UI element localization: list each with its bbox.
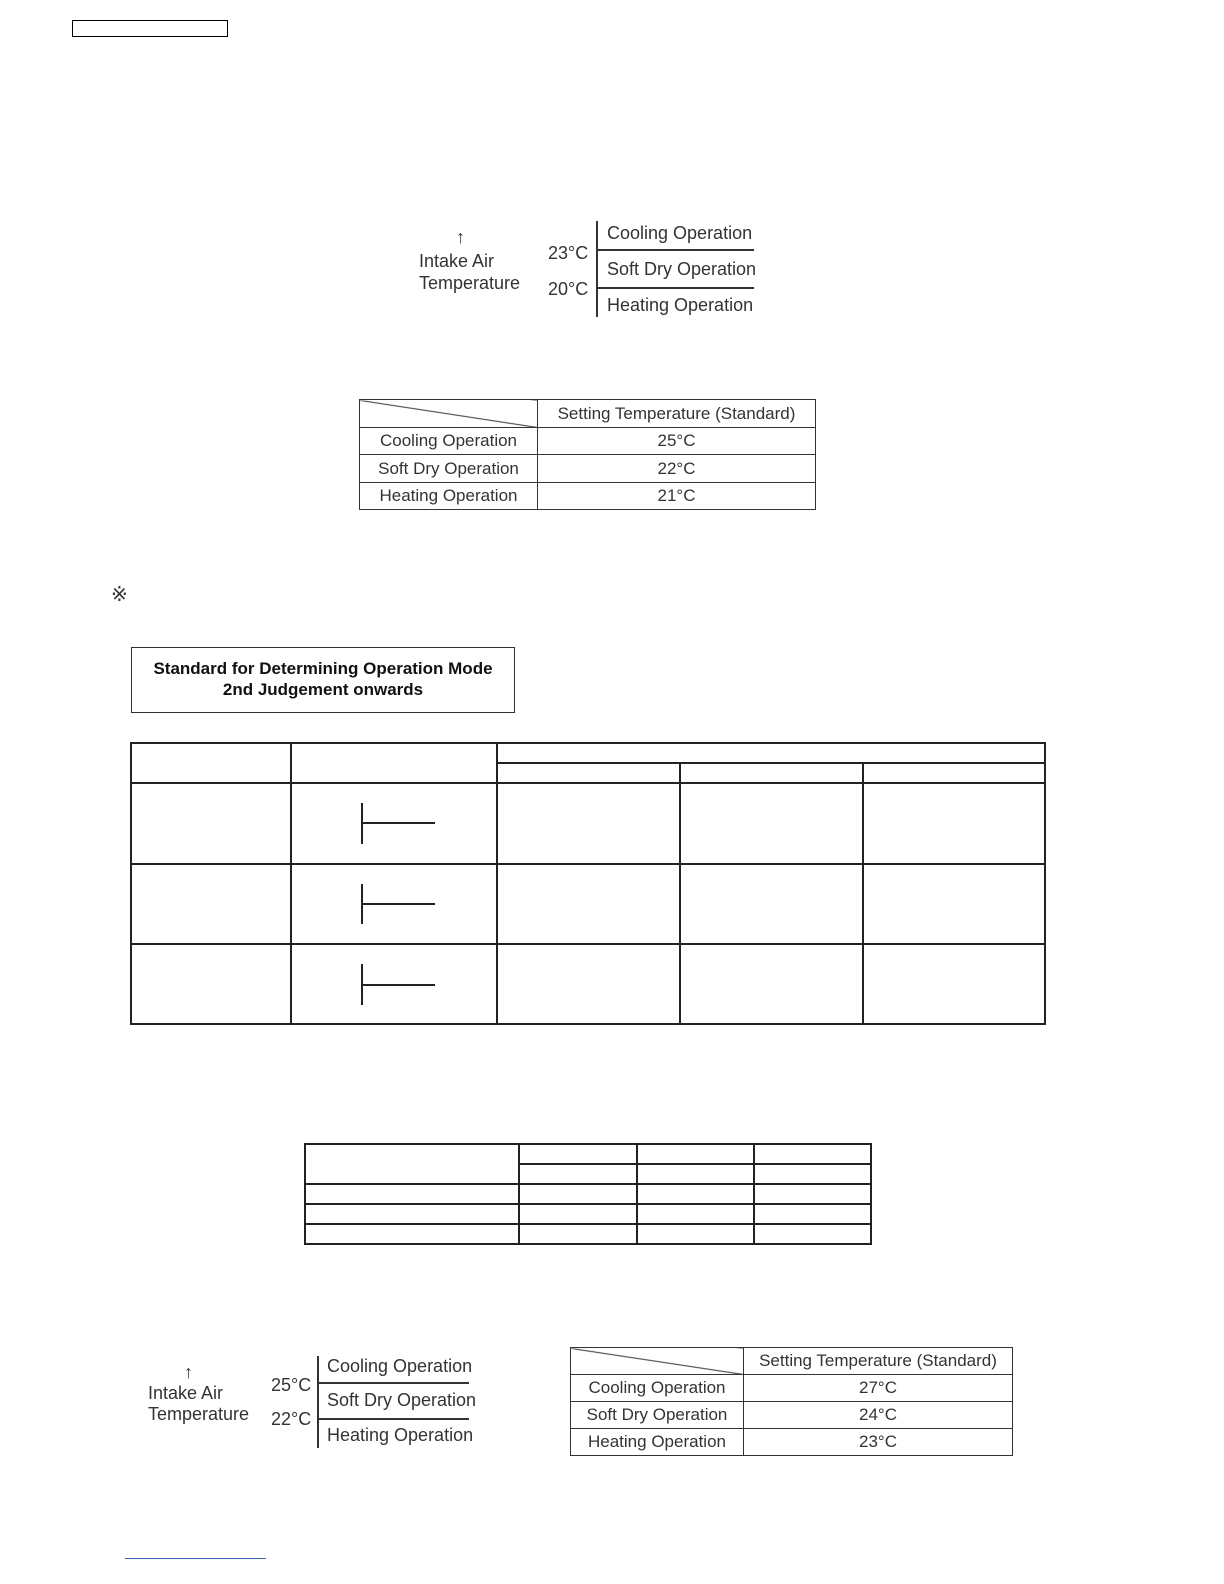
axis-label-line2: Temperature [148, 1404, 250, 1424]
table-row-mode: Soft Dry Operation [571, 1402, 744, 1429]
table-row-mode: Heating Operation [571, 1429, 744, 1456]
zone-heating: Heating Operation [607, 295, 754, 315]
table-row-temp: 27°C [744, 1375, 1013, 1402]
setting-temperature-table-2 [570, 1347, 1013, 1456]
table-header: Setting Temperature (Standard) [538, 400, 816, 428]
zone-cooling: Cooling Operation [607, 223, 753, 243]
intake-temperature-diagram-2 [140, 1350, 480, 1460]
up-arrow-icon: ↑ [456, 227, 465, 247]
axis-label-line1: Intake Air [148, 1383, 224, 1403]
corner-cell [571, 1348, 744, 1375]
reference-mark-icon: ※ [111, 584, 128, 606]
table-header: Setting Temperature (Standard) [744, 1348, 1013, 1375]
upper-threshold-temp: 23°C [548, 243, 589, 263]
zone-soft-dry: Soft Dry Operation [327, 1390, 477, 1410]
table-row-mode: Soft Dry Operation [360, 455, 538, 483]
zone-soft-dry: Soft Dry Operation [607, 259, 757, 279]
footer-link[interactable] [125, 1558, 266, 1559]
temperature-axis-line [317, 1356, 319, 1448]
up-arrow-icon: ↑ [184, 1362, 193, 1382]
axis-label-line1: Intake Air [419, 251, 495, 271]
table-row-temp: 25°C [538, 428, 816, 455]
zone-heating: Heating Operation [327, 1425, 474, 1445]
table-row-temp: 24°C [744, 1402, 1013, 1429]
upper-threshold-line [317, 1382, 469, 1384]
upper-threshold-temp: 25°C [271, 1375, 312, 1395]
small-table-border [305, 1144, 871, 1244]
lower-threshold-temp: 20°C [548, 279, 589, 299]
judgement-title-line1: Standard for Determining Operation Mode [153, 659, 493, 678]
table-row-mode: Cooling Operation [360, 428, 538, 455]
zone-cooling: Cooling Operation [327, 1356, 473, 1376]
lower-threshold-temp: 22°C [271, 1409, 312, 1429]
table-row-temp: 21°C [538, 483, 816, 510]
judgement-title-line2: 2nd Judgement onwards [222, 680, 424, 699]
grid-outer-border [131, 743, 1045, 1024]
axis-label-line2: Temperature [419, 273, 521, 293]
lower-threshold-line [317, 1418, 469, 1420]
table-row-temp: 22°C [538, 455, 816, 483]
table-row-temp: 23°C [744, 1429, 1013, 1456]
table-row-mode: Cooling Operation [571, 1375, 744, 1402]
table-row-mode: Heating Operation [360, 483, 538, 510]
